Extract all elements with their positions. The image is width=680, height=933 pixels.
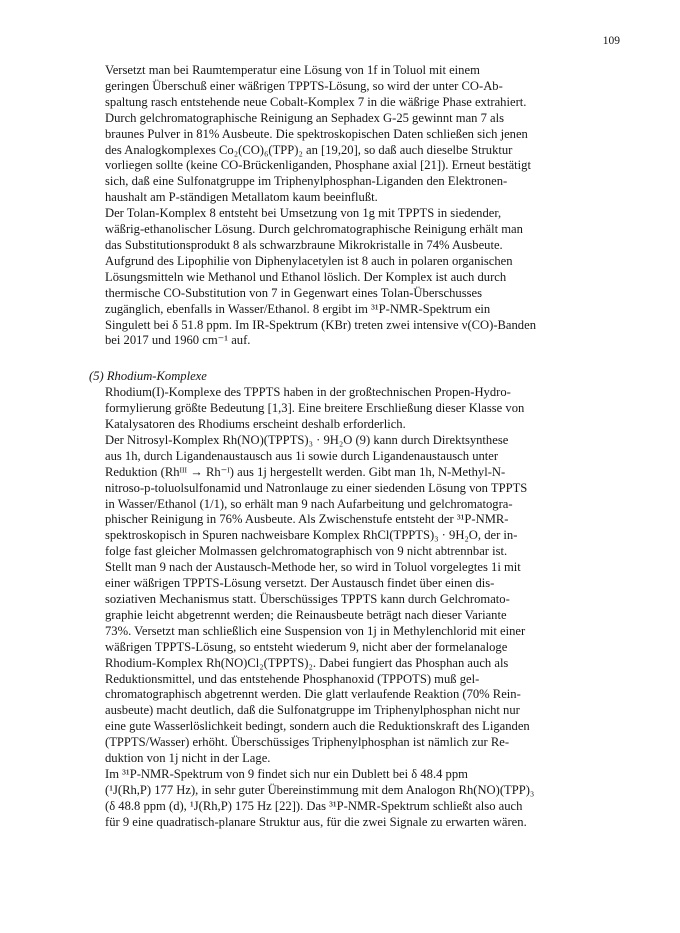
- text-line: Rhodium(I)-Komplexe des TPPTS haben in der großtechnischen Propen-Hydro-: [105, 385, 511, 400]
- text-line: des Analogkomplexes Co₂(CO)₆(TPP)₂ an [19,20], so daß auch dieselbe Struktur: [105, 142, 513, 157]
- text-line: spaltung rasch entstehende neue Cobalt-Komplex 7 in die wäßrige Phase extrahiert.: [105, 94, 527, 109]
- text-line: phischer Reinigung in 76% Ausbeute. Als Zwischenstufe entsteht der ³¹P-NMR-: [105, 512, 509, 527]
- text-line: Der Tolan-Komplex 8 entsteht bei Umsetzung von 1g mit TPPTS in siedender,: [105, 206, 502, 221]
- text-line: folge fast gleicher Molmassen gelchromatographisch von 9 nicht abtrennbar ist.: [105, 544, 508, 559]
- text-line: spektroskopisch in Spuren nachweisbare Komplex RhCl(TPPTS)₃ · 9H₂O, der in-: [105, 528, 518, 543]
- text-line: Reduktionsmittel, und das entstehende Phosphanoxid (TPPOTS) muß gel-: [105, 671, 480, 686]
- body-text: [89, 63, 622, 831]
- text-line: eine gute Wasserlöslichkeit bedingt, sondern auch die Reduktionskraft des Liganden: [105, 719, 530, 734]
- text-line: (¹J(Rh,P) 177 Hz), in sehr guter Übereinstimmung mit dem Analogon Rh(NO)(TPP)₃: [105, 782, 535, 797]
- text-line: Durch gelchromatographische Reinigung an Sephadex G-25 gewinnt man 7 als: [105, 110, 505, 125]
- text-line: Aufgrund des Lipophilie von Diphenylacetylen ist 8 auch in polaren organischen: [105, 253, 513, 268]
- text-line: sich, daß eine Sulfonatgruppe im Triphenylphosphan-Liganden den Elektronen-: [105, 174, 508, 189]
- text-line: Rhodium-Komplex Rh(NO)Cl₂(TPPTS)₂. Dabei fungiert das Phosphan auch als: [105, 655, 509, 670]
- text-line: haushalt am P-ständigen Metallatom kaum beeinflußt.: [105, 190, 378, 205]
- text-line: (TPPTS/Wasser) erhöht. Überschüssiges Triphenylphosphan ist nämlich zur Re-: [105, 735, 510, 750]
- text-line: graphie leicht abgetrennt werden; die Reinausbeute beträgt nach dieser Variante: [105, 607, 507, 622]
- text-line: 73%. Versetzt man schließlich eine Suspension von 1j in Methylenchlorid mit einer: [105, 623, 526, 638]
- text-line: nitroso-p-toluolsulfonamid und Natronlauge zu einer siedenden Lösung von TPPTS: [105, 480, 528, 495]
- text-line: Im ³¹P-NMR-Spektrum von 9 findet sich nur ein Dublett bei δ 48.4 ppm: [105, 766, 468, 781]
- text-line: braunes Pulver in 81% Ausbeute. Die spektroskopischen Daten schließen sich jenen: [105, 126, 528, 141]
- text-line: zugänglich, ebenfalls in Wasser/Ethanol. 8 ergibt im ³¹P-NMR-Spektrum ein: [105, 301, 491, 316]
- text-line: einer wäßrigen TPPTS-Lösung versetzt. Der Austausch findet über einen dis-: [105, 576, 495, 591]
- text-line: Lösungsmitteln wie Methanol und Ethanol löslich. Der Komplex ist auch durch: [105, 269, 507, 284]
- text-line: Reduktion (Rhᴵᴵᴵ → Rh⁻ᴵ) aus 1j hergestellt werden. Gibt man 1h, N-Methyl-N-: [105, 464, 506, 479]
- page-number: 109: [602, 35, 620, 47]
- text-line: soziativen Mechanismus statt. Überschüssiges TPPTS kann durch Gelchromato-: [105, 592, 510, 606]
- text-line: vorliegen sollte (keine CO-Brückenliganden, Phosphane axial [21]). Erneut bestätigt: [105, 158, 531, 173]
- text-line: wäßrigen TPPTS-Lösung, so entsteht wiederum 9, nicht aber der formelanaloge: [105, 639, 508, 654]
- text-line: das Substitutionsprodukt 8 als schwarzbraune Mikrokristalle in 74% Ausbeute.: [105, 237, 503, 252]
- text-line: bei 2017 und 1960 cm⁻¹ auf.: [105, 333, 251, 348]
- text-line: wäßrig-ethanolischer Lösung. Durch gelchromatographische Reinigung erhält man: [105, 222, 523, 237]
- text-line: Der Nitrosyl-Komplex Rh(NO)(TPPTS)₃ · 9H₂O (9) kann durch Direktsynthese: [105, 432, 509, 447]
- text-line: (δ 48.8 ppm (d), ¹J(Rh,P) 175 Hz [22]). Das ³¹P-NMR-Spektrum schließt also auch: [105, 798, 523, 813]
- text-line: Versetzt man bei Raumtemperatur eine Lösung von 1f in Toluol mit einem: [105, 63, 480, 77]
- text-line: in Wasser/Ethanol (1/1), so erhält man 9 nach Aufarbeitung und gelchromatogra-: [105, 496, 513, 511]
- paragraph-tolan-complex: [89, 206, 622, 349]
- text-line: aus 1h, durch Ligandenaustausch aus 1i sowie durch Ligandenaustausch unter: [105, 448, 499, 463]
- text-line: duktion von 1j nicht in der Lage.: [105, 751, 271, 766]
- paragraph-cobalt-complex: [89, 63, 622, 206]
- text-line: geringen Überschuß einer wäßrigen TPPTS-Lösung, so wird der unter CO-Ab-: [105, 78, 503, 93]
- paragraph-rhodium-intro: [89, 385, 622, 433]
- text-line: Stellt man 9 nach der Austausch-Methode her, so wird in Toluol vorgelegtes 1i mit: [105, 560, 521, 575]
- section-heading: (5) Rhodium-Komplexe: [89, 369, 207, 384]
- text-line: chromatographisch abgetrennt werden. Die glatt verlaufende Reaktion (70% Rein-: [105, 687, 521, 702]
- text-line: thermische CO-Substitution von 7 in Gegenwart eines Tolan-Überschusses: [105, 285, 482, 300]
- text-line: Katalysatoren des Rhodiums erscheint deshalb erforderlich.: [105, 417, 406, 432]
- paragraph-nitrosyl-complex: [89, 433, 622, 767]
- text-line: ausbeute) macht deutlich, daß die Sulfonatgruppe im Triphenylphosphan nicht nur: [105, 703, 520, 718]
- text-line: formylierung größte Bedeutung [1,3]. Eine breitere Erschließung dieser Klasse von: [105, 401, 525, 416]
- text-line: für 9 eine quadratisch-planare Struktur aus, für die zwei Signale zu erwarten wären.: [105, 814, 527, 829]
- text-line: Singulett bei δ 51.8 ppm. Im IR-Spektrum (KBr) treten zwei intensive ν(CO)-Banden: [105, 317, 536, 332]
- paragraph-nmr-spectrum: [89, 767, 622, 831]
